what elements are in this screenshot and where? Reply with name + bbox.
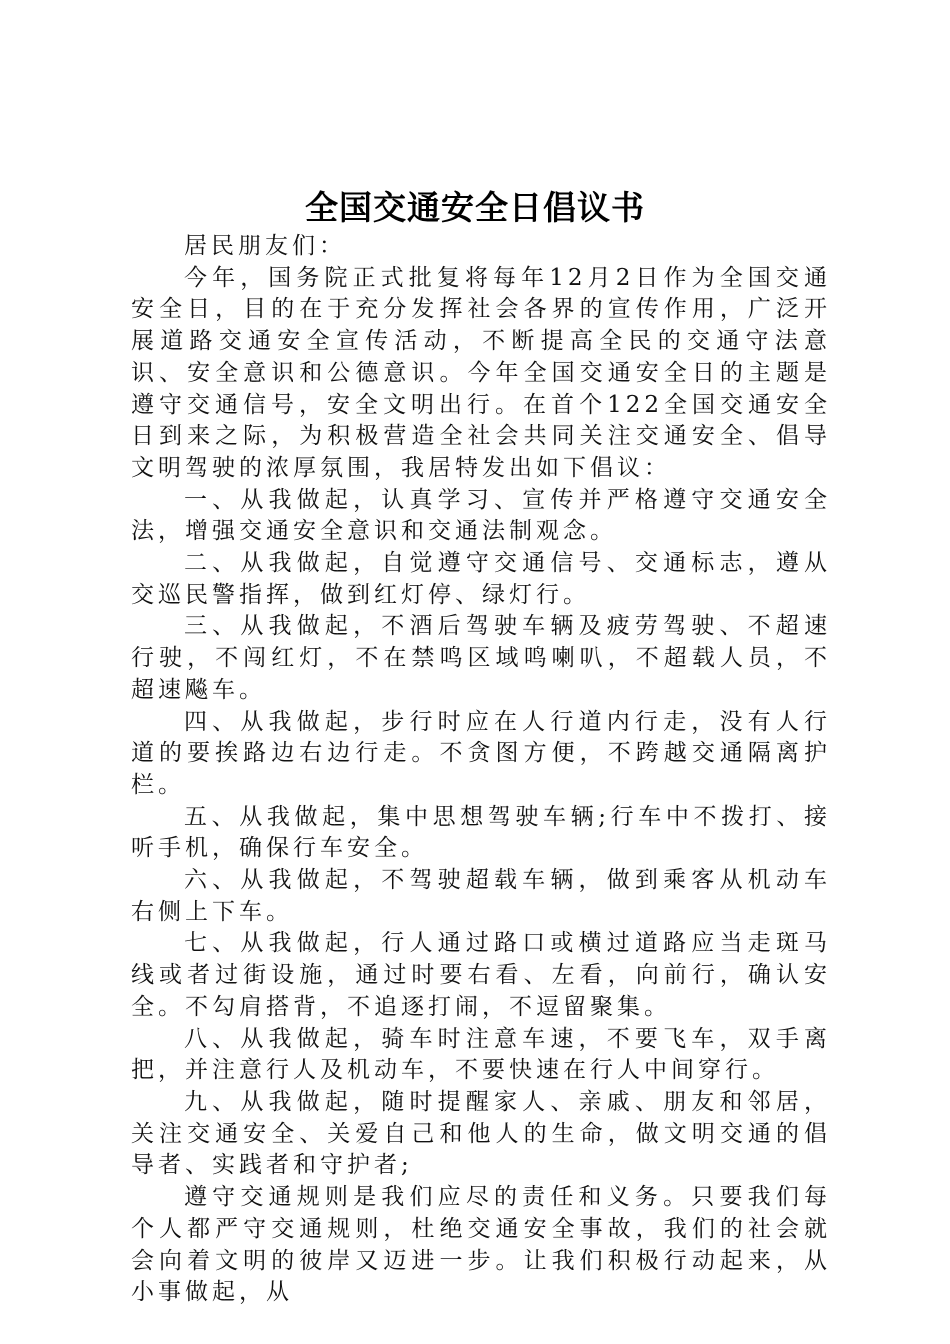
paragraph-item-2: 二、从我做起，自觉遵守交通信号、交通标志，遵从交巡民警指挥，做到红灯停、绿灯行。 [131, 550, 831, 608]
paragraph-item-9: 九、从我做起，随时提醒家人、亲戚、朋友和邻居，关注交通安全、关爱自己和他人的生命，做文明交通的倡导者、实践者和守护者; [131, 1088, 831, 1179]
paragraph-item-3: 三、从我做起，不酒后驾驶车辆及疲劳驾驶、不超速行驶，不闯红灯，不在禁鸣区域鸣喇叭，不超载人员，不超速飚车。 [131, 613, 831, 703]
paragraph-item-6: 六、从我做起，不驾驶超载车辆，做到乘客从机动车右侧上下车。 [131, 867, 831, 925]
document-body [131, 231, 831, 1309]
paragraph-closing: 遵守交通规则是我们应尽的责任和义务。只要我们每个人都严守交通规则，杜绝交通安全事故，我们的社会就会向着文明的彼岸又迈进一步。让我们积极行动起来，从小事做起，从 [131, 1184, 831, 1306]
paragraph-item-5: 五、从我做起，集中思想驾驶车辆;行车中不拨打、接听手机，确保行车安全。 [131, 803, 831, 862]
paragraph-item-1: 一、从我做起，认真学习、宣传并严格遵守交通安全法，增强交通安全意识和交通法制观念。 [131, 486, 831, 545]
document-title: 全国交通安全日倡议书 [305, 188, 645, 227]
paragraph-intro: 今年，国务院正式批复将每年12月2日作为全国交通安全日，目的在于充分发挥社会各界的宣传作用，广泛开展道路交通安全宣传活动，不断提高全民的交通守法意识、安全意识和公德意识。今年全国交通安全日的主题是遵守交通信号，安全文明出行。在首个122全国交通安全日到来之际，为积极营造全社会共同关注交通安全、倡导文明驾驶的浓厚氛围，我居特发出如下倡议： [131, 264, 831, 481]
paragraph-item-7: 七、从我做起，行人通过路口或横过道路应当走斑马线或者过街设施，通过时要右看、左看，向前行，确认安全。不勾肩搭背，不追逐打闹，不逗留聚集。 [131, 930, 831, 1020]
paragraph-item-4: 四、从我做起，步行时应在人行道内行走，没有人行道的要挨路边右边行走。不贪图方便，不跨越交通隔离护栏。 [131, 708, 831, 798]
paragraph-item-8: 八、从我做起，骑车时注意车速，不要飞车，双手离把，并注意行人及机动车，不要快速在行人中间穿行。 [131, 1025, 831, 1084]
salutation: 居民朋友们： [184, 233, 346, 259]
